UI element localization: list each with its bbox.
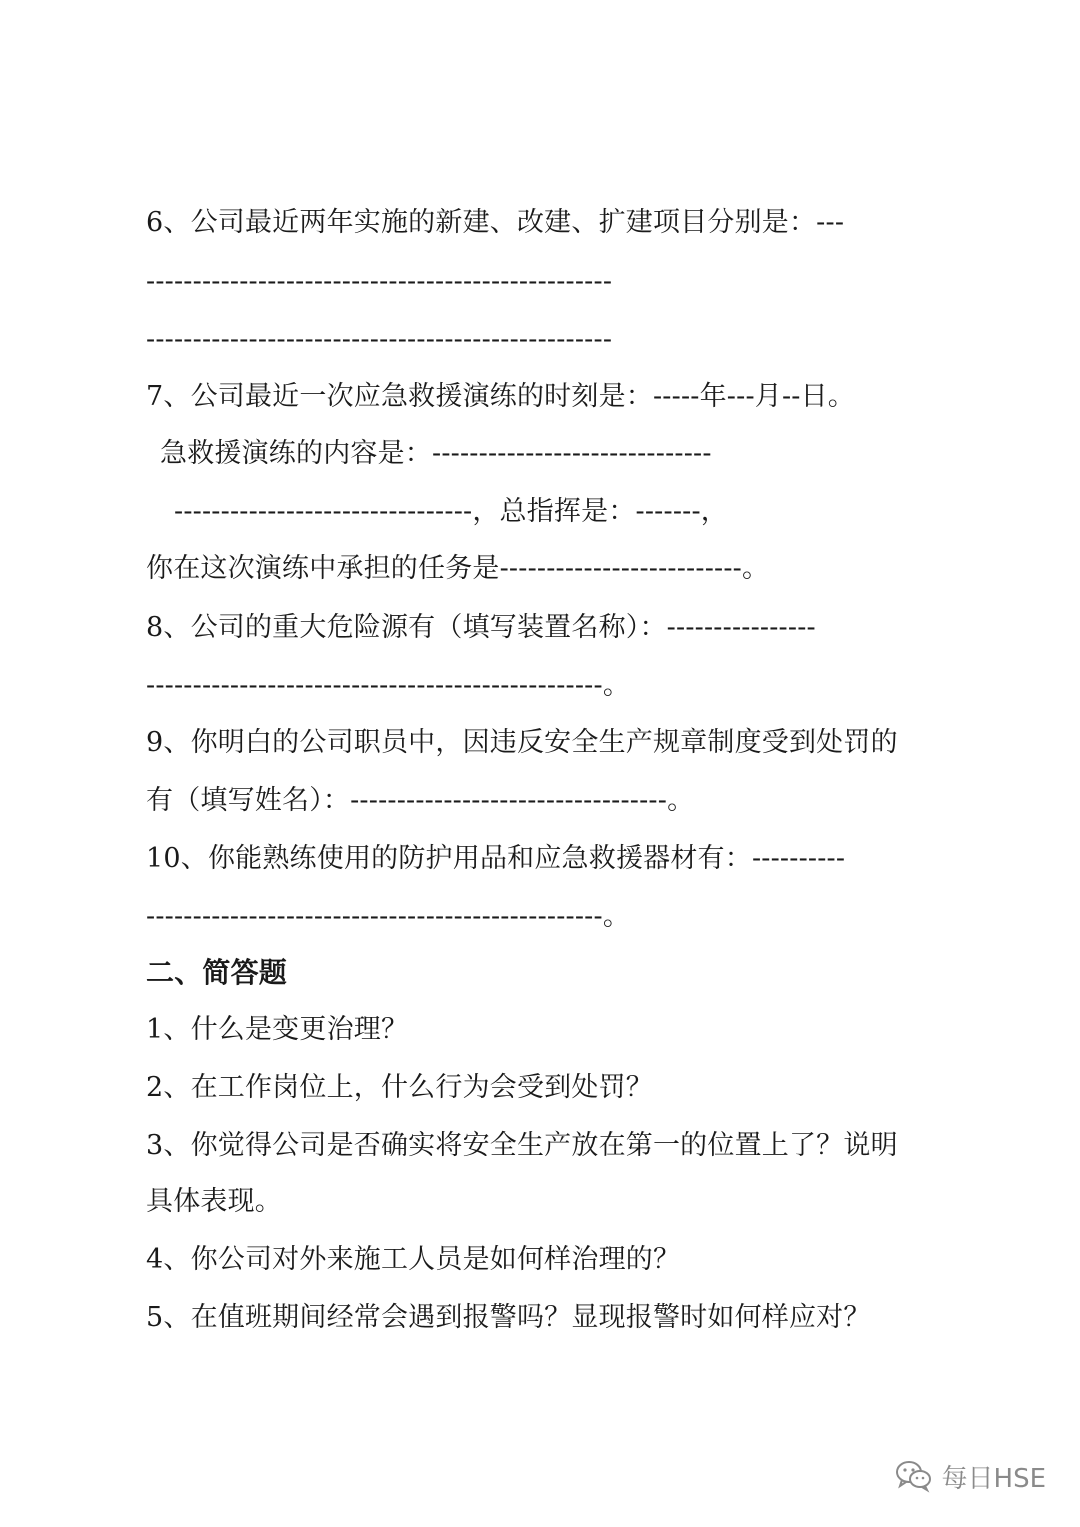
- question-10-blank-line-2: -------------------------------------------------。: [146, 901, 631, 932]
- question-8-blank-line-2: -------------------------------------------------。: [146, 670, 631, 701]
- question-7-line-1: 7、公司最近一次应急救援演练的时刻是：-----年---月--日。: [146, 381, 856, 412]
- question-6-blank-line-3: --------------------------------------------------: [146, 324, 613, 355]
- short-answer-3-line-1: 3、你觉得公司是否确实将安全生产放在第一的位置上了？说明: [146, 1130, 898, 1161]
- question-7-line-3: --------------------------------，总指挥是：-------，: [174, 496, 728, 527]
- question-6-line-1: 6、公司最近两年实施的新建、改建、扩建项目分别是：---: [146, 207, 845, 238]
- question-8-line-1: 8、公司的重大危险源有（填写装置名称）：----------------: [146, 612, 816, 643]
- question-10-line-1: 10、你能熟练使用的防护用品和应急救援器材有：----------: [146, 843, 846, 874]
- short-answer-3-line-2: 具体表现。: [146, 1186, 282, 1217]
- wechat-icon: [894, 1459, 934, 1493]
- short-answer-4: 4、你公司对外来施工人员是如何样治理的？: [146, 1244, 681, 1275]
- question-9-line-2: 有（填写姓名）：----------------------------------。: [146, 785, 695, 816]
- question-7-line-4: 你在这次演练中承担的任务是--------------------------。: [146, 553, 770, 584]
- watermark: [894, 1456, 1046, 1496]
- question-9-line-1: 9、你明白的公司职员中，因违反安全生产规章制度受到处罚的: [146, 727, 898, 758]
- section-heading-short-answer: 二、简答题: [146, 956, 288, 989]
- question-7-line-2: 急救援演练的内容是：------------------------------: [160, 438, 712, 469]
- watermark-text: 每日HSE: [941, 1463, 1046, 1494]
- short-answer-1: 1、什么是变更治理？: [146, 1014, 409, 1045]
- short-answer-5: 5、在值班期间经常会遇到报警吗？显现报警时如何样应对？: [146, 1302, 871, 1333]
- short-answer-2: 2、在工作岗位上，什么行为会受到处罚？: [146, 1072, 653, 1103]
- question-6-blank-line-2: --------------------------------------------------: [146, 266, 613, 297]
